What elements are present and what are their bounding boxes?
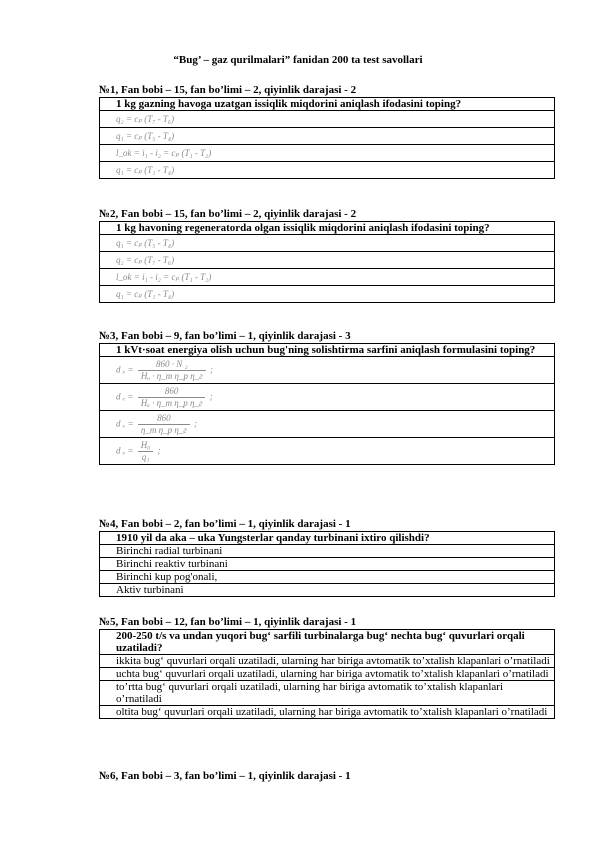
answer-2c[interactable]: l_ok = i₁ - i₂ = cₚ (T₁ - T₂) <box>116 272 212 282</box>
document-title: “Bug’ – gaz qurilmalari” fanidan 200 ta test savollari <box>173 54 423 66</box>
question-1-table <box>99 97 555 179</box>
answer-2d[interactable]: q₁ = cₚ (T₁ - T₄) <box>116 289 175 299</box>
answer-1d[interactable]: q₁ = cₚ (T₁ - T₄) <box>116 165 175 175</box>
answer-5d[interactable]: oltita bug‘ quvurlari orqali uzatiladi, ularning har biriga avtomatik to’xtalish klapanlari o’rnatiladi <box>100 706 555 719</box>
question-5-text: 200-250 t/s va undan yuqori bug‘ sarfili turbinalarga bug‘ nechta bug‘ quvurlari orqali uzatiladi? <box>100 630 555 655</box>
answer-3a[interactable]: d ₓ = $\frac{\text{860 · N ₂}}{\text{Hₐ · η\_m η\_p η\_г}}$ ; <box>116 359 213 381</box>
question-2-header: №2, Fan bobi – 15, fan bo’limi – 2, qiyinlik darajasi - 2 <box>99 208 357 220</box>
question-4-table <box>99 531 555 597</box>
question-5-table <box>99 629 555 719</box>
question-3-text: 1 kVt·soat energiya olish uchun bug'ning solishtirma sarfini aniqlash formulasini toping? <box>100 344 555 357</box>
answer-2b[interactable]: q₂ = cₚ (T₇ - T₆) <box>116 255 175 265</box>
question-4-header: №4, Fan bobi – 2, fan bo’limi – 1, qiyinlik darajasi - 1 <box>99 518 351 530</box>
question-1-header: №1, Fan bobi – 15, fan bo’limi – 2, qiyinlik darajasi - 2 <box>99 84 357 96</box>
answer-4c[interactable]: Birinchi kup pog'onali, <box>100 571 555 584</box>
answer-4a[interactable]: Birinchi radial turbinani <box>100 545 555 558</box>
answer-1a[interactable]: q₂ = cₚ (T₇ - T₆) <box>116 114 175 124</box>
question-1-text: 1 kg gazning havoga uzatgan issiqlik miqdorini aniqlash ifodasini toping? <box>100 98 555 111</box>
question-5-header: №5, Fan bobi – 12, fan bo’limi – 1, qiyinlik darajasi - 1 <box>99 616 357 628</box>
answer-5c[interactable]: to’rtta bug‘ quvurlari orqali uzatiladi, ularning har biriga avtomatik to’xtalish klapanlari o’rnatiladi <box>100 681 555 706</box>
answer-3d[interactable]: d ₑ = $\frac{\text{H₀}}{\text{q₁}}$ ; <box>116 440 161 462</box>
answer-3b[interactable]: d ₑ = $\frac{860}{\text{Hₐ · η\_m η\_p η\_г}}$ ; <box>116 386 213 408</box>
answer-5a[interactable]: ikkita bug‘ quvurlari orqali uzatiladi, ularning har biriga avtomatik to’xtalish klapanlari o’rnatiladi <box>100 655 555 668</box>
answer-4b[interactable]: Birinchi reaktiv turbinani <box>100 558 555 571</box>
question-4-text: 1910 yil da aka – uka Yungsterlar qanday turbinani ixtiro qilishdi? <box>100 532 555 545</box>
answer-4d[interactable]: Aktiv turbinani <box>100 584 555 597</box>
answer-3c[interactable]: d ₓ = $\frac{860}{\text{η\_m η\_p η\_г}}$ ; <box>116 413 198 435</box>
answer-2a[interactable]: q₁ = cₚ (T₅ - T₄) <box>116 238 175 248</box>
question-2-table <box>99 221 555 303</box>
answer-5b[interactable]: uchta bug‘ quvurlari orqali uzatiladi, ularning har biriga avtomatik to’xtalish klapanlari o’rnatiladi <box>100 668 555 681</box>
question-2-text: 1 kg havoning regeneratorda olgan issiqlik miqdorini aniqlash ifodasini toping? <box>100 222 555 235</box>
answer-1b[interactable]: q₁ = cₚ (T₅ - T₄) <box>116 131 175 141</box>
question-3-header: №3, Fan bobi – 9, fan bo’limi – 1, qiyinlik darajasi - 3 <box>99 330 351 342</box>
question-6-header: №6, Fan bobi – 3, fan bo’limi – 1, qiyinlik darajasi - 1 <box>99 770 351 782</box>
answer-1c[interactable]: l_ok = i₁ - i₂ = cₚ (T₁ - T₂) <box>116 148 212 158</box>
question-3-table <box>99 343 555 465</box>
